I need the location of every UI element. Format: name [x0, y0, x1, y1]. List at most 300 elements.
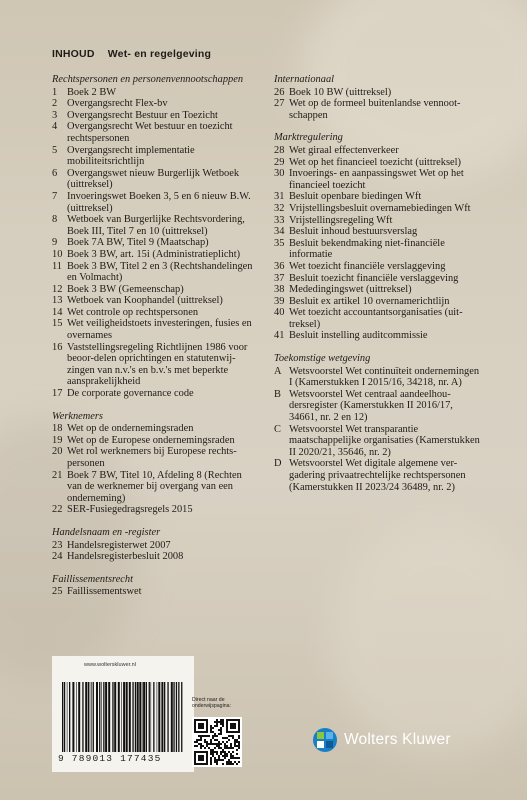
- barcode-bar: [76, 682, 77, 752]
- toc-item: [274, 424, 484, 459]
- qr-module: [206, 721, 208, 723]
- toc-item-number: 36: [274, 260, 285, 272]
- toc-item-number: 27: [274, 98, 285, 110]
- qr-module: [210, 729, 212, 731]
- qr-module: [222, 749, 224, 751]
- barcode-bar: [126, 682, 128, 752]
- qr-module: [218, 755, 220, 757]
- toc-item-title: Besluit instelling auditcommissie: [289, 330, 428, 342]
- barcode-bar: [105, 682, 107, 752]
- qr-module: [220, 733, 222, 735]
- qr-module: [204, 747, 206, 749]
- toc-item-number: 8: [52, 214, 58, 226]
- qr-module: [238, 723, 240, 725]
- toc-item-title: Wetsvoorstel Wet continuïteit ondernemingen I (Kamerstukken I 2015/16, 34218, nr. A): [289, 365, 480, 389]
- toc-item-title: Vaststellingsregeling Richtlijnen 1986 voor beoor-delen oprichtingen en statutenwij-zingen van n.v.'s en b.v.'s met beperkte aansprakelijkheid: [67, 341, 248, 388]
- qr-module: [222, 723, 224, 725]
- section-title: Faillissementsrecht: [52, 573, 133, 585]
- qr-module: [216, 763, 218, 765]
- qr-module: [226, 729, 228, 731]
- qr-module: [200, 735, 202, 737]
- barcode-bar: [164, 682, 165, 752]
- qr-module: [198, 757, 200, 759]
- qr-module: [228, 735, 230, 737]
- toc-item-title: Wet controle op rechtspersonen: [67, 306, 199, 318]
- qr-module: [230, 731, 232, 733]
- toc-item-title: Wet op het financieel toezicht (uittreksel): [289, 156, 461, 168]
- toc-item-number: 41: [274, 330, 285, 342]
- qr-module: [206, 725, 208, 727]
- qr-module: [220, 719, 222, 721]
- toc-item: [52, 121, 257, 144]
- toc-item-number: 9: [52, 237, 58, 249]
- qr-module: [238, 741, 240, 743]
- qr-module: [230, 755, 232, 757]
- qr-module: [214, 739, 216, 741]
- qr-module: [236, 749, 238, 751]
- toc-item-number: 14: [52, 306, 63, 318]
- toc-item-number: 22: [52, 504, 63, 516]
- qr-module: [206, 755, 208, 757]
- wolters-kluwer-logo-icon: [312, 727, 338, 753]
- qr-module: [228, 731, 230, 733]
- qr-module: [220, 753, 222, 755]
- toc-item-number: 25: [52, 586, 63, 598]
- qr-module: [194, 741, 196, 743]
- toc-item: [274, 87, 484, 99]
- qr-module: [214, 743, 216, 745]
- toc-item-title: Wetsvoorstel Wet digitale algemene ver-gadering privaatrechtelijke rechtspersonen (Kamerstukken II 2023/24 36489, nr. 2): [289, 458, 466, 493]
- toc-item-title: Boek 3 BW (Gemeenschap): [67, 283, 184, 295]
- toc-item-title: Faillissementswet: [67, 586, 142, 598]
- qr-module: [206, 727, 208, 729]
- toc-item: [52, 470, 257, 505]
- toc-item: [52, 307, 257, 319]
- qr-module: [230, 761, 232, 763]
- qr-module: [206, 759, 208, 761]
- qr-module: [196, 719, 198, 721]
- header-inhoud: INHOUD: [52, 48, 95, 60]
- toc-item-title: Wet rol werknemers bij Europese rechts-personen: [67, 446, 237, 469]
- qr-module: [226, 725, 228, 727]
- qr-module: [226, 737, 228, 739]
- toc-item-title: Overgangsrecht Wet bestuur en toezicht rechtspersonen: [67, 121, 233, 144]
- qr-module: [202, 735, 204, 737]
- qr-module: [226, 719, 228, 721]
- qr-module: [198, 751, 200, 753]
- barcode-bar: [78, 682, 80, 752]
- qr-module: [234, 741, 236, 743]
- toc-section: [52, 411, 257, 516]
- toc-item: [52, 388, 257, 400]
- qr-module: [226, 741, 228, 743]
- barcode-bar: [129, 682, 131, 752]
- barcode-bar: [135, 682, 136, 752]
- qr-module: [216, 759, 218, 761]
- toc-item: [274, 168, 484, 191]
- toc-item-number: 38: [274, 284, 285, 296]
- qr-module: [232, 731, 234, 733]
- toc-item: [274, 226, 484, 238]
- qr-module: [194, 755, 196, 757]
- toc-item-number: B: [274, 388, 281, 400]
- toc-item: [52, 423, 257, 435]
- qr-module: [234, 745, 236, 747]
- qr-module: [194, 723, 196, 725]
- toc-item-number: 40: [274, 307, 285, 319]
- toc-item: [52, 586, 257, 598]
- toc-item: [52, 214, 257, 237]
- barcode-bar: [171, 682, 173, 752]
- toc-item: [52, 87, 257, 99]
- toc-section: [274, 353, 484, 493]
- qr-module: [212, 743, 214, 745]
- barcode-bar: [137, 682, 139, 752]
- qr-module: [216, 735, 218, 737]
- qr-module: [204, 739, 206, 741]
- toc-item-number: 31: [274, 191, 285, 203]
- qr-module: [238, 757, 240, 759]
- toc-item-number: 24: [52, 551, 63, 563]
- qr-module: [216, 743, 218, 745]
- qr-module: [238, 721, 240, 723]
- barcode-bar: [85, 682, 87, 752]
- qr-module: [210, 727, 212, 729]
- section-title: Handelsnaam en -register: [52, 526, 161, 538]
- section-title: Internationaal: [274, 74, 335, 85]
- toc-item-number: 11: [52, 260, 63, 272]
- qr-module: [224, 747, 226, 749]
- toc-item-title: Invoeringswet Boeken 3, 5 en 6 nieuw B.W. (uittreksel): [67, 190, 251, 214]
- toc-item-title: Wet op de ondernemingsraden: [67, 423, 194, 435]
- qr-module: [216, 739, 218, 741]
- qr-module: [226, 761, 228, 763]
- qr-module: [218, 733, 220, 735]
- barcode-bar: [132, 682, 133, 752]
- qr-module: [196, 739, 198, 741]
- left-column: [52, 74, 257, 609]
- toc-item: [274, 330, 484, 342]
- toc-item: [274, 273, 484, 285]
- qr-module: [200, 731, 202, 733]
- qr-module: [238, 731, 240, 733]
- qr-module: [228, 751, 230, 753]
- qr-module: [214, 725, 216, 727]
- qr-module: [234, 719, 236, 721]
- qr-module: [228, 739, 230, 741]
- qr-module: [200, 723, 202, 725]
- qr-module: [236, 719, 238, 721]
- qr-module: [202, 725, 204, 727]
- toc-item-title: Wet toezicht financiële verslaggeving: [289, 260, 446, 272]
- toc-item: [274, 215, 484, 227]
- barcode-bar: [112, 682, 113, 752]
- qr-module: [222, 751, 224, 753]
- qr-module: [232, 757, 234, 759]
- qr-module: [204, 763, 206, 765]
- qr-module: [198, 759, 200, 761]
- qr-module: [210, 725, 212, 727]
- qr-module: [234, 723, 236, 725]
- qr-module: [226, 753, 228, 755]
- qr-module: [220, 759, 222, 761]
- toc-item-title: Overgangsrecht implementatie mobiliteitsrichtlijn: [67, 144, 195, 168]
- qr-module: [220, 751, 222, 753]
- qr-module: [236, 741, 238, 743]
- toc-item-number: 12: [52, 283, 63, 295]
- qr-module: [212, 751, 214, 753]
- qr-module: [194, 753, 196, 755]
- qr-module: [200, 745, 202, 747]
- qr-module: [218, 745, 220, 747]
- qr-module: [224, 757, 226, 759]
- qr-module: [210, 741, 212, 743]
- qr-module: [202, 719, 204, 721]
- toc-item-number: C: [274, 423, 281, 435]
- barcode-bar: [99, 682, 100, 752]
- section-title: Toekomstige wetgeving: [274, 353, 371, 365]
- qr-module: [194, 763, 196, 765]
- barcode-bar: [96, 682, 98, 752]
- toc-item-title: Wet op de formeel buitenlandse vennoot-schappen: [289, 98, 461, 121]
- qr-module: [202, 731, 204, 733]
- toc-item-title: Besluit toezicht financiële verslaggeving: [289, 272, 459, 284]
- toc-item-number: 17: [52, 388, 63, 400]
- toc-item-number: 34: [274, 226, 285, 238]
- toc-item-number: 10: [52, 248, 63, 260]
- qr-module: [216, 719, 218, 721]
- toc-item-number: 18: [52, 423, 63, 435]
- qr-module: [238, 737, 240, 739]
- toc-item-number: 6: [52, 167, 58, 179]
- qr-module: [196, 751, 198, 753]
- qr-module: [212, 727, 214, 729]
- toc-section: [274, 74, 484, 121]
- barcode-bar: [69, 682, 70, 752]
- toc-item: [274, 238, 484, 261]
- qr-module: [194, 727, 196, 729]
- header-title: Wet- en regelgeving: [107, 48, 212, 60]
- toc-item-title: Wetboek van Koophandel (uittreksel): [67, 295, 223, 307]
- toc-item-title: Wetsvoorstel Wet centraal aandeelhou-dersregister (Kamerstukken II 2016/17, 34661, nr. 2 en 12): [289, 388, 453, 424]
- qr-module: [238, 719, 240, 721]
- qr-module: [228, 761, 230, 763]
- barcode-icon: [60, 682, 184, 752]
- barcode-bar: [146, 682, 147, 752]
- section-title: Marktregulering: [274, 132, 343, 144]
- wolters-kluwer-logo: [312, 727, 451, 753]
- qr-module: [200, 757, 202, 759]
- qr-module: [236, 731, 238, 733]
- qr-module: [224, 755, 226, 757]
- toc-section: [274, 132, 484, 342]
- qr-module: [200, 719, 202, 721]
- qr-module: [234, 761, 236, 763]
- barcode-bar: [139, 682, 141, 752]
- toc-item-number: 2: [52, 98, 58, 110]
- qr-module: [238, 727, 240, 729]
- qr-module: [238, 747, 240, 749]
- qr-module: [206, 729, 208, 731]
- qr-module: [232, 719, 234, 721]
- toc-item-title: Boek 3 BW, art. 15i (Administratieplicht): [67, 248, 241, 260]
- barcode-bar: [157, 682, 158, 752]
- qr-module: [222, 755, 224, 757]
- qr-module: [212, 749, 214, 751]
- qr-module: [232, 747, 234, 749]
- section-title: Werknemers: [52, 410, 103, 422]
- toc-item: [274, 366, 484, 389]
- toc-item-number: 7: [52, 190, 58, 202]
- qr-module: [206, 735, 208, 737]
- toc-item: [52, 342, 257, 388]
- qr-module: [222, 763, 224, 765]
- qr-module: [204, 741, 206, 743]
- toc-item: [52, 540, 257, 552]
- qr-module: [206, 751, 208, 753]
- qr-module: [206, 757, 208, 759]
- qr-module: [234, 739, 236, 741]
- toc-item: [52, 295, 257, 307]
- qr-module: [210, 739, 212, 741]
- toc-item: [52, 249, 257, 261]
- toc-item-number: 35: [274, 237, 285, 249]
- page-header: [52, 48, 211, 60]
- section-title: Rechtspersonen en personenvennootschappen: [52, 74, 244, 85]
- toc-item: [274, 145, 484, 157]
- toc-item-title: Wet veiligheidstoets investeringen, fusies en overnames: [67, 318, 252, 342]
- qr-module: [218, 747, 220, 749]
- qr-module: [198, 719, 200, 721]
- qr-module: [236, 753, 238, 755]
- qr-module: [234, 731, 236, 733]
- qr-module: [218, 729, 220, 731]
- toc-item-number: 1: [52, 86, 58, 98]
- barcode-bar: [153, 682, 154, 752]
- barcode-bar: [108, 682, 110, 752]
- toc-item-number: 3: [52, 109, 58, 121]
- barcode-bar: [114, 682, 116, 752]
- qr-module: [214, 733, 216, 735]
- toc-item: [274, 389, 484, 424]
- qr-module: [198, 731, 200, 733]
- qr-module: [206, 743, 208, 745]
- qr-module: [194, 719, 196, 721]
- qr-module: [222, 719, 224, 721]
- qr-module: [220, 747, 222, 749]
- qr-module: [224, 745, 226, 747]
- qr-module: [218, 757, 220, 759]
- toc-item: [274, 261, 484, 273]
- qr-module: [228, 763, 230, 765]
- toc-section: [52, 574, 257, 598]
- toc-item: [52, 446, 257, 469]
- qr-module: [236, 739, 238, 741]
- toc-item: [52, 284, 257, 296]
- qr-module: [200, 737, 202, 739]
- barcode-bar: [151, 682, 152, 752]
- qr-module: [238, 725, 240, 727]
- qr-module: [238, 729, 240, 731]
- toc-item-number: 39: [274, 295, 285, 307]
- qr-module: [216, 725, 218, 727]
- toc-item: [274, 296, 484, 308]
- qr-module: [222, 759, 224, 761]
- qr-module: [198, 727, 200, 729]
- barcode-number: 9 789013 177435: [58, 753, 162, 764]
- right-column: [274, 74, 484, 504]
- qr-module: [194, 751, 196, 753]
- barcode-bar: [142, 682, 143, 752]
- qr-module: [194, 761, 196, 763]
- toc-item: [52, 110, 257, 122]
- website-url: www.wolterskluwer.nl: [84, 662, 136, 668]
- background-light-blob-lower: [330, 520, 527, 760]
- qr-module: [236, 763, 238, 765]
- qr-module: [202, 751, 204, 753]
- barcode-bar: [64, 682, 65, 752]
- toc-item-title: Wetsvoorstel Wet transparantie maatschappelijke organisaties (Kamerstukken II 2020/21, 35646, nr. 2): [289, 423, 480, 458]
- qr-module: [230, 757, 232, 759]
- barcode-bar: [88, 682, 89, 752]
- qr-module: [212, 731, 214, 733]
- toc-item-number: 5: [52, 144, 58, 156]
- qr-module: [198, 743, 200, 745]
- qr-module: [214, 751, 216, 753]
- qr-module: [226, 763, 228, 765]
- qr-module: [216, 753, 218, 755]
- qr-module: [228, 747, 230, 749]
- toc-item-title: Besluit inhoud bestuursverslag: [289, 226, 418, 238]
- toc-item-title: Besluit bekendmaking niet-financiële informatie: [289, 237, 445, 261]
- qr-module: [210, 763, 212, 765]
- toc-item: [52, 435, 257, 447]
- qr-module: [226, 747, 228, 749]
- qr-module: [210, 757, 212, 759]
- toc-item-number: 13: [52, 295, 63, 307]
- qr-module: [194, 757, 196, 759]
- qr-module: [224, 751, 226, 753]
- qr-module: [204, 731, 206, 733]
- toc-item-title: Vrijstellingsbesluit overnamebiedingen Wft: [289, 202, 471, 214]
- toc-item-number: 33: [274, 214, 285, 226]
- toc-item-title: Besluit ex artikel 10 overnamerichtlijn: [289, 295, 450, 307]
- qr-module: [232, 725, 234, 727]
- qr-module: [194, 721, 196, 723]
- qr-module: [208, 743, 210, 745]
- toc-item-title: Vrijstellingsregeling Wft: [289, 214, 393, 226]
- qr-module: [198, 763, 200, 765]
- barcode-bar: [93, 682, 94, 752]
- qr-module: [202, 763, 204, 765]
- qr-module: [234, 725, 236, 727]
- barcode-bar: [161, 682, 163, 752]
- qr-module: [194, 725, 196, 727]
- qr-module: [234, 727, 236, 729]
- qr-module: [200, 755, 202, 757]
- toc-item: [274, 98, 484, 121]
- barcode-bar: [158, 682, 160, 752]
- qr-module: [218, 741, 220, 743]
- qr-module: [234, 743, 236, 745]
- qr-module: [206, 719, 208, 721]
- qr-module: [222, 741, 224, 743]
- toc-item-title: Overgangsrecht Bestuur en Toezicht: [67, 109, 218, 121]
- qr-module: [202, 723, 204, 725]
- barcode-bar: [121, 682, 122, 752]
- qr-module: [220, 727, 222, 729]
- toc-item-number: 30: [274, 168, 285, 180]
